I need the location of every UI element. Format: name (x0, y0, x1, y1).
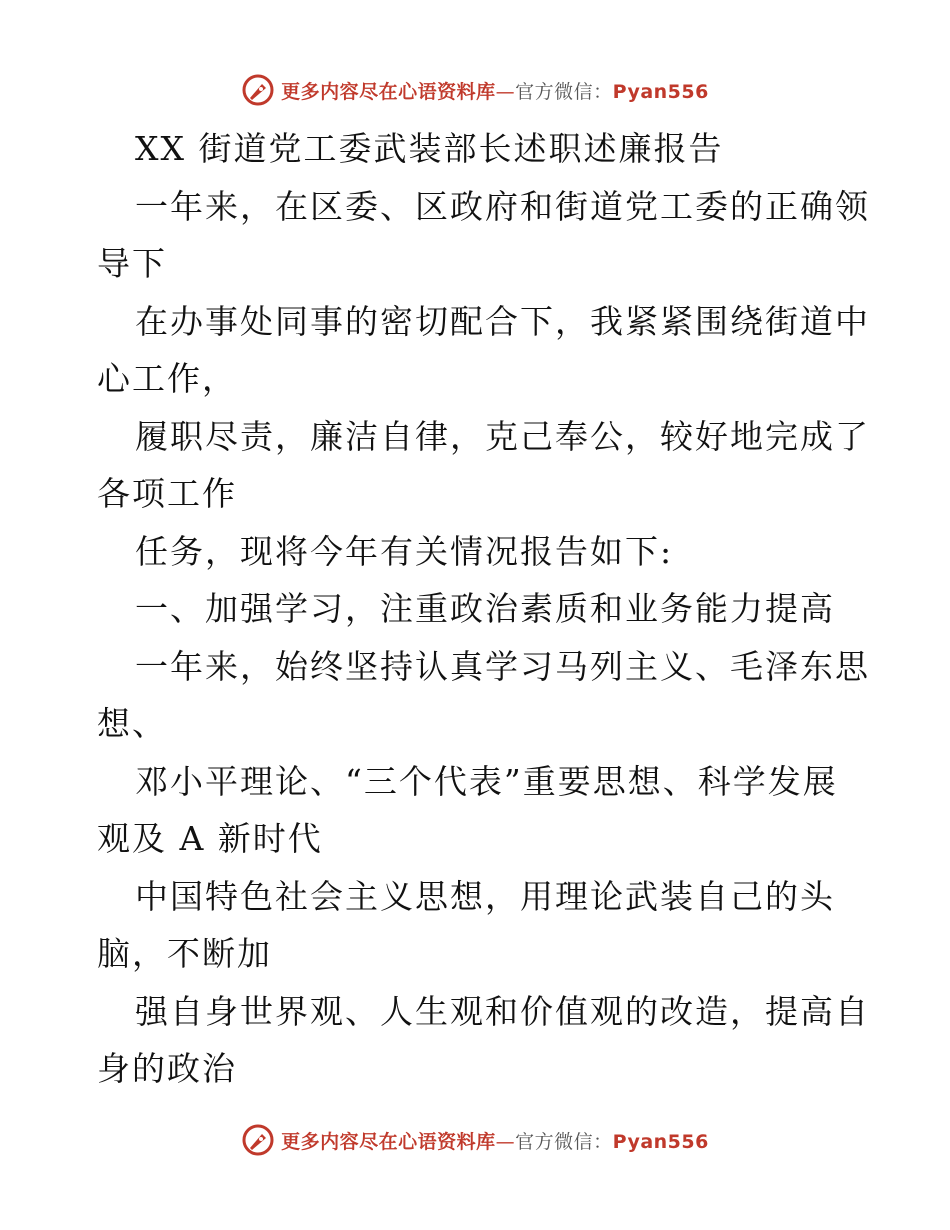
watermark-official: 官方微信： (515, 80, 613, 103)
text-line: 中国特色社会主义思想，用理论武装自己的头 (135, 876, 835, 916)
text-line: 观及 A 新时代 (97, 819, 323, 858)
watermark-text (281, 77, 709, 104)
text-line: 身的政治 (97, 1049, 237, 1088)
watermark-footer (0, 1120, 950, 1160)
watermark-account: Pyan556 (612, 80, 709, 103)
text-line: 各项工作 (97, 474, 237, 513)
watermark-official: 官方微信： (515, 1130, 613, 1153)
document-body (97, 120, 870, 1098)
document-title: XX 街道党工委武装部长述职述廉报告 (135, 129, 724, 168)
text-line: 履职尽责，廉洁自律，克己奉公，较好地完成了 (135, 416, 870, 456)
text-line: 一年来，在区委、区政府和街道党工委的正确领 (135, 186, 870, 226)
watermark-dash: — (495, 1130, 516, 1153)
text-line: 想、 (97, 704, 167, 743)
section-heading: 一、加强学习，注重政治素质和业务能力提高 (135, 589, 835, 628)
text-line: 强自身世界观、人生观和价值观的改造，提高自 (135, 991, 870, 1031)
text-line: 一年来，始终坚持认真学习马列主义、毛泽东思 (135, 646, 870, 686)
text-line: 导下 (97, 244, 167, 283)
pen-nib-circle-icon (241, 73, 275, 107)
watermark-main: 更多内容尽在心语资料库 (281, 1130, 496, 1153)
text-line: 在办事处同事的密切配合下，我紧紧围绕街道中 (135, 301, 870, 341)
pen-nib-circle-icon (241, 1123, 275, 1157)
text-line: 任务，现将今年有关情况报告如下: (135, 531, 674, 571)
watermark-account: Pyan556 (612, 1130, 709, 1153)
watermark-text (281, 1127, 709, 1154)
text-line: 邓小平理论、“三个代表”重要思想、科学发展 (135, 761, 838, 801)
text-line: 心工作， (97, 359, 237, 398)
watermark-main: 更多内容尽在心语资料库 (281, 80, 496, 103)
watermark-header (0, 70, 950, 110)
watermark-dash: — (495, 80, 516, 103)
text-line: 脑，不断加 (97, 934, 272, 973)
